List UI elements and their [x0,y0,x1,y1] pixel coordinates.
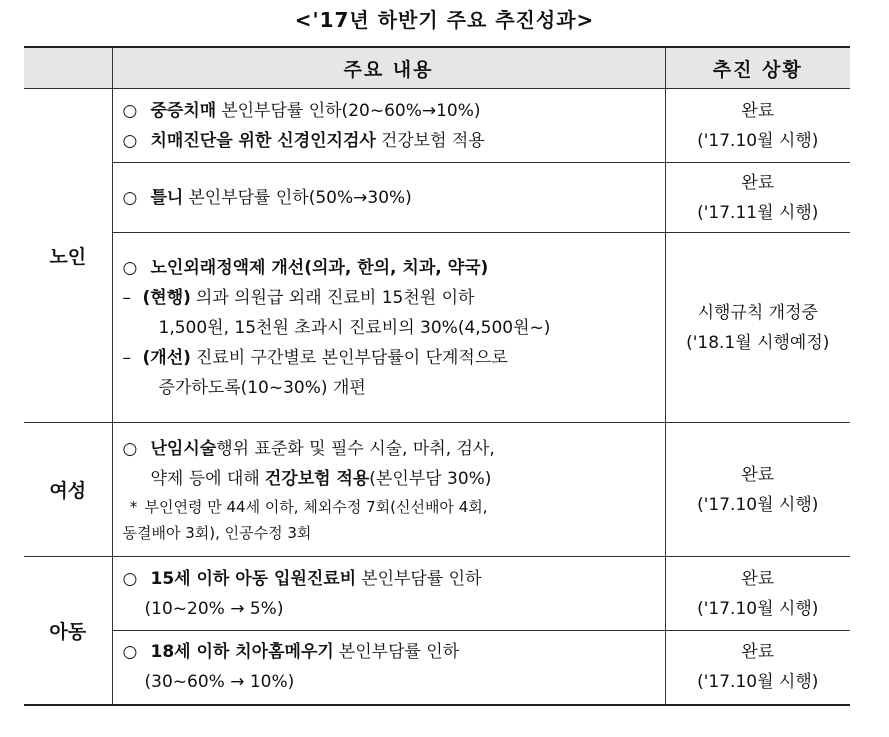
circle-bullet-icon: ○ [122,130,138,151]
status-cell: 완료 ('17.10월 시행) [665,631,850,705]
table-row [24,163,850,233]
status-cell: 완료 ('17.10월 시행) [665,423,850,557]
note-asterisk-icon: * [129,497,138,516]
achievements-table [24,46,850,706]
status-cell: 시행규칙 개정중 ('18.1월 시행예정) [665,233,850,423]
content-cell: ○ 노인외래정액제 개선(의과, 한의, 치과, 약국) – (현행) 의과 의원급 외래 진료비 15천원 이하 1,500원, 15천원 초과시 진료비의 30%(4,500원~) – (개선) 진료비 구간별로 본인부담률이 단계적으로 증가하도록(10~30%) 개편 [112,233,665,423]
table-row [24,557,850,631]
content-cell: ○ 중증치매 본인부담률 인하(20~60%→10%) ○ 치매진단을 위한 신경인지검사 건강보험 적용 [112,89,665,163]
circle-bullet-icon: ○ [122,187,138,208]
status-cell: 완료 ('17.10월 시행) [665,89,850,163]
table-row [24,89,850,163]
circle-bullet-icon: ○ [122,100,138,121]
header-row [24,47,850,89]
header-category [24,47,112,89]
content-cell: ○ 18세 이하 치아홈메우기 본인부담률 인하 (30~60% → 10%) [112,631,665,705]
dash-bullet-icon: – [122,347,131,368]
table-row [24,631,850,705]
circle-bullet-icon: ○ [122,438,138,459]
circle-bullet-icon: ○ [122,257,138,278]
dash-bullet-icon: – [122,287,131,308]
page-title: <'17년 하반기 주요 추진성과> [294,8,595,32]
header-status: 추진 상황 [665,47,850,89]
circle-bullet-icon: ○ [122,568,138,589]
circle-bullet-icon: ○ [122,642,138,663]
content-cell: ○ 틀니 본인부담률 인하(50%→30%) [112,163,665,233]
status-cell: 완료 ('17.11월 시행) [665,163,850,233]
category-women: 여성 [24,423,112,557]
category-children: 아동 [24,557,112,705]
table-row [24,233,850,423]
content-cell: ○ 15세 이하 아동 입원진료비 본인부담률 인하 (10~20% → 5%) [112,557,665,631]
status-cell: 완료 ('17.10월 시행) [665,557,850,631]
header-content: 주요 내용 [112,47,665,89]
table-row [24,423,850,557]
content-cell: ○ 난임시술행위 표준화 및 필수 시술, 마취, 검사, 약제 등에 대해 건강보험 적용(본인부담 30%) * 부인연령 만 44세 이하, 체외수정 7회(신선배아 4회, 동결배아 3회), 인공수정 3회 [112,423,665,557]
category-elderly: 노인 [24,89,112,423]
